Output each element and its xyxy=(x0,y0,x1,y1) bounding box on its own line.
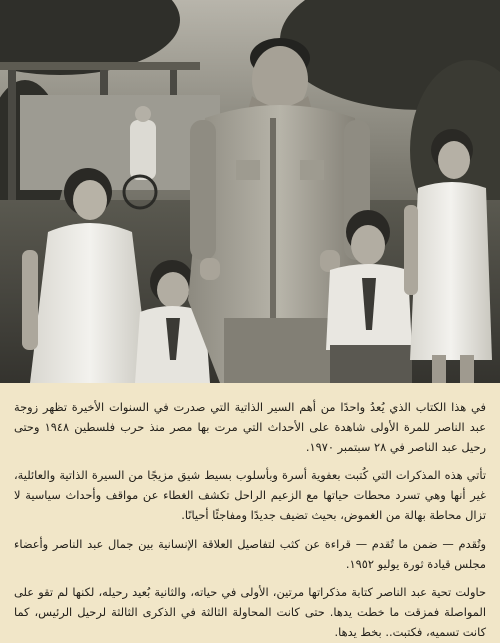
paragraph-relationships: وتُقدم — ضمن ما تُقدم — قراءة عن كثب لتفاصيل العلاقة الإنسانية بين جمال عبد الناصر وأعضاء مجلس قيادة ثورة يوليو ١٩٥٢. xyxy=(14,536,486,571)
paragraph-intro: في هذا الكتاب الذي يُعدُ واحدًا من أهم السير الذاتية التي صدرت في السنوات الأخيرة تظهر زوجة عبد الناصر للمرة الأولى شاهدة على الأحداث التي مرت بها مصر منذ حرب فلسطين ١٩٤٨ وحتى رحيل عبد الناصر في ٢٨ سبتمبر ١٩٧٠. xyxy=(14,400,486,454)
back-cover-text xyxy=(14,398,486,639)
paragraph-memoir-style: تأتي هذه المذكرات التي كُتبت بعفوية أسرة وبأسلوب بسيط شيق مزيجًا من السيرة الذاتية والعائلية، غير أنها وهي تسرد محطات حياتها مع الزعيم الراحل تكشف الغطاء عن مواقف وأحداث سياسية لا تزال محاطة بهالة من الغموض، بحيث تضيف جديدًا ومفاجئًا أحيانًا. xyxy=(14,468,486,522)
paragraph-writing-attempts: حاولت تحية عبد الناصر كتابة مذكراتها مرتين، الأولى في حياته، والثانية بُعيد رحيله، لكنها لم تقو على المواصلة فمزقت ما خطت يدها. حتى كانت المحاولة الثالثة في الذكرى الثالثة لرحيل الرئيس، كما كانت تسميه، فكتبت.. بخط يدها. xyxy=(14,585,486,639)
